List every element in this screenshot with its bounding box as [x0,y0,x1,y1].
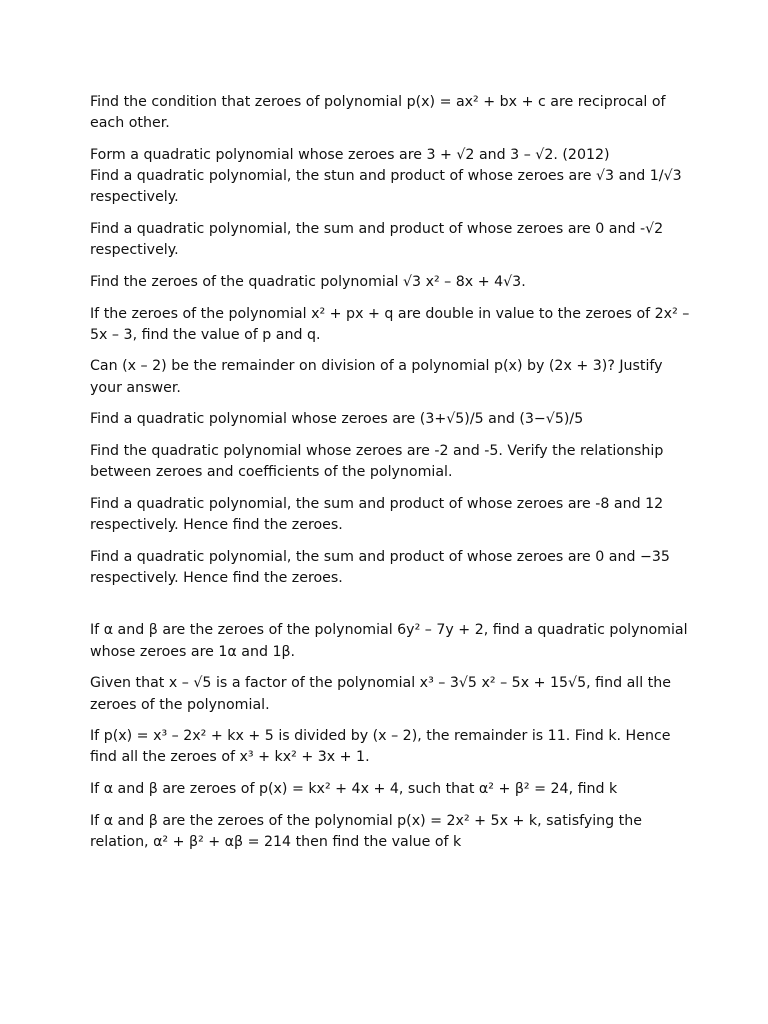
question-3: Find a quadratic polynomial, the stun and product of whose zeroes are √3 and 1/√3 respectively. [90,168,682,206]
question-16: If α and β are the zeroes of the polynomial p(x) = 2x² + 5x + k, satisfying the relation, α² + β² + αβ = 214 then find the value of k [90,812,642,850]
question-7: Can (x – 2) be the remainder on division of a polynomial p(x) by (2x + 3)? Justify your answer. [90,358,663,396]
question-9: Find the quadratic polynomial whose zeroes are -2 and -5. Verify the relationship between zeroes and coefficients of the polynomial. [90,442,664,481]
question-list [90,92,690,863]
question-13: Given that x – √5 is a factor of the polynomial x³ – 3√5 x² – 5x + 15√5, find all the zeroes of the polynomial. [90,675,671,713]
question-11: Find a quadratic polynomial, the sum and product of whose zeroes are 0 and −35 respectively. Hence find the zeroes. [90,548,670,587]
question-4: Find a quadratic polynomial, the sum and product of whose zeroes are 0 and -√2 respectively. [90,221,664,259]
question-10: Find a quadratic polynomial, the sum and product of whose zeroes are -8 and 12 respectively. Hence find the zeroes. [90,495,664,534]
question-6: If the zeroes of the polynomial x² + px + q are double in value to the zeroes of 2x² – 5x – 3, find the value of p and q. [90,305,690,343]
question-14: If p(x) = x³ – 2x² + kx + 5 is divided by (x – 2), the remainder is 11. Find k. Hence find all the zeroes of x³ + kx² + 3x + 1. [90,728,671,766]
question-15: If α and β are zeroes of p(x) = kx² + 4x + 4, such that α² + β² = 24, find k [90,780,618,797]
question-8: Find a quadratic polynomial whose zeroes are (3+√5)/5 and (3−√5)/5 [90,411,584,428]
question-12: If α and β are the zeroes of the polynomial 6y² – 7y + 2, find a quadratic polynomial whose zeroes are 1α and 1β. [90,622,688,660]
question-5: Find the zeroes of the quadratic polynomial √3 x² – 8x + 4√3. [90,273,526,290]
question-1: Find the condition that zeroes of polynomial p(x) = ax² + bx + c are reciprocal of each other. [90,94,666,132]
question-2: Form a quadratic polynomial whose zeroes are 3 + √2 and 3 – √2. (2012) [90,146,610,163]
